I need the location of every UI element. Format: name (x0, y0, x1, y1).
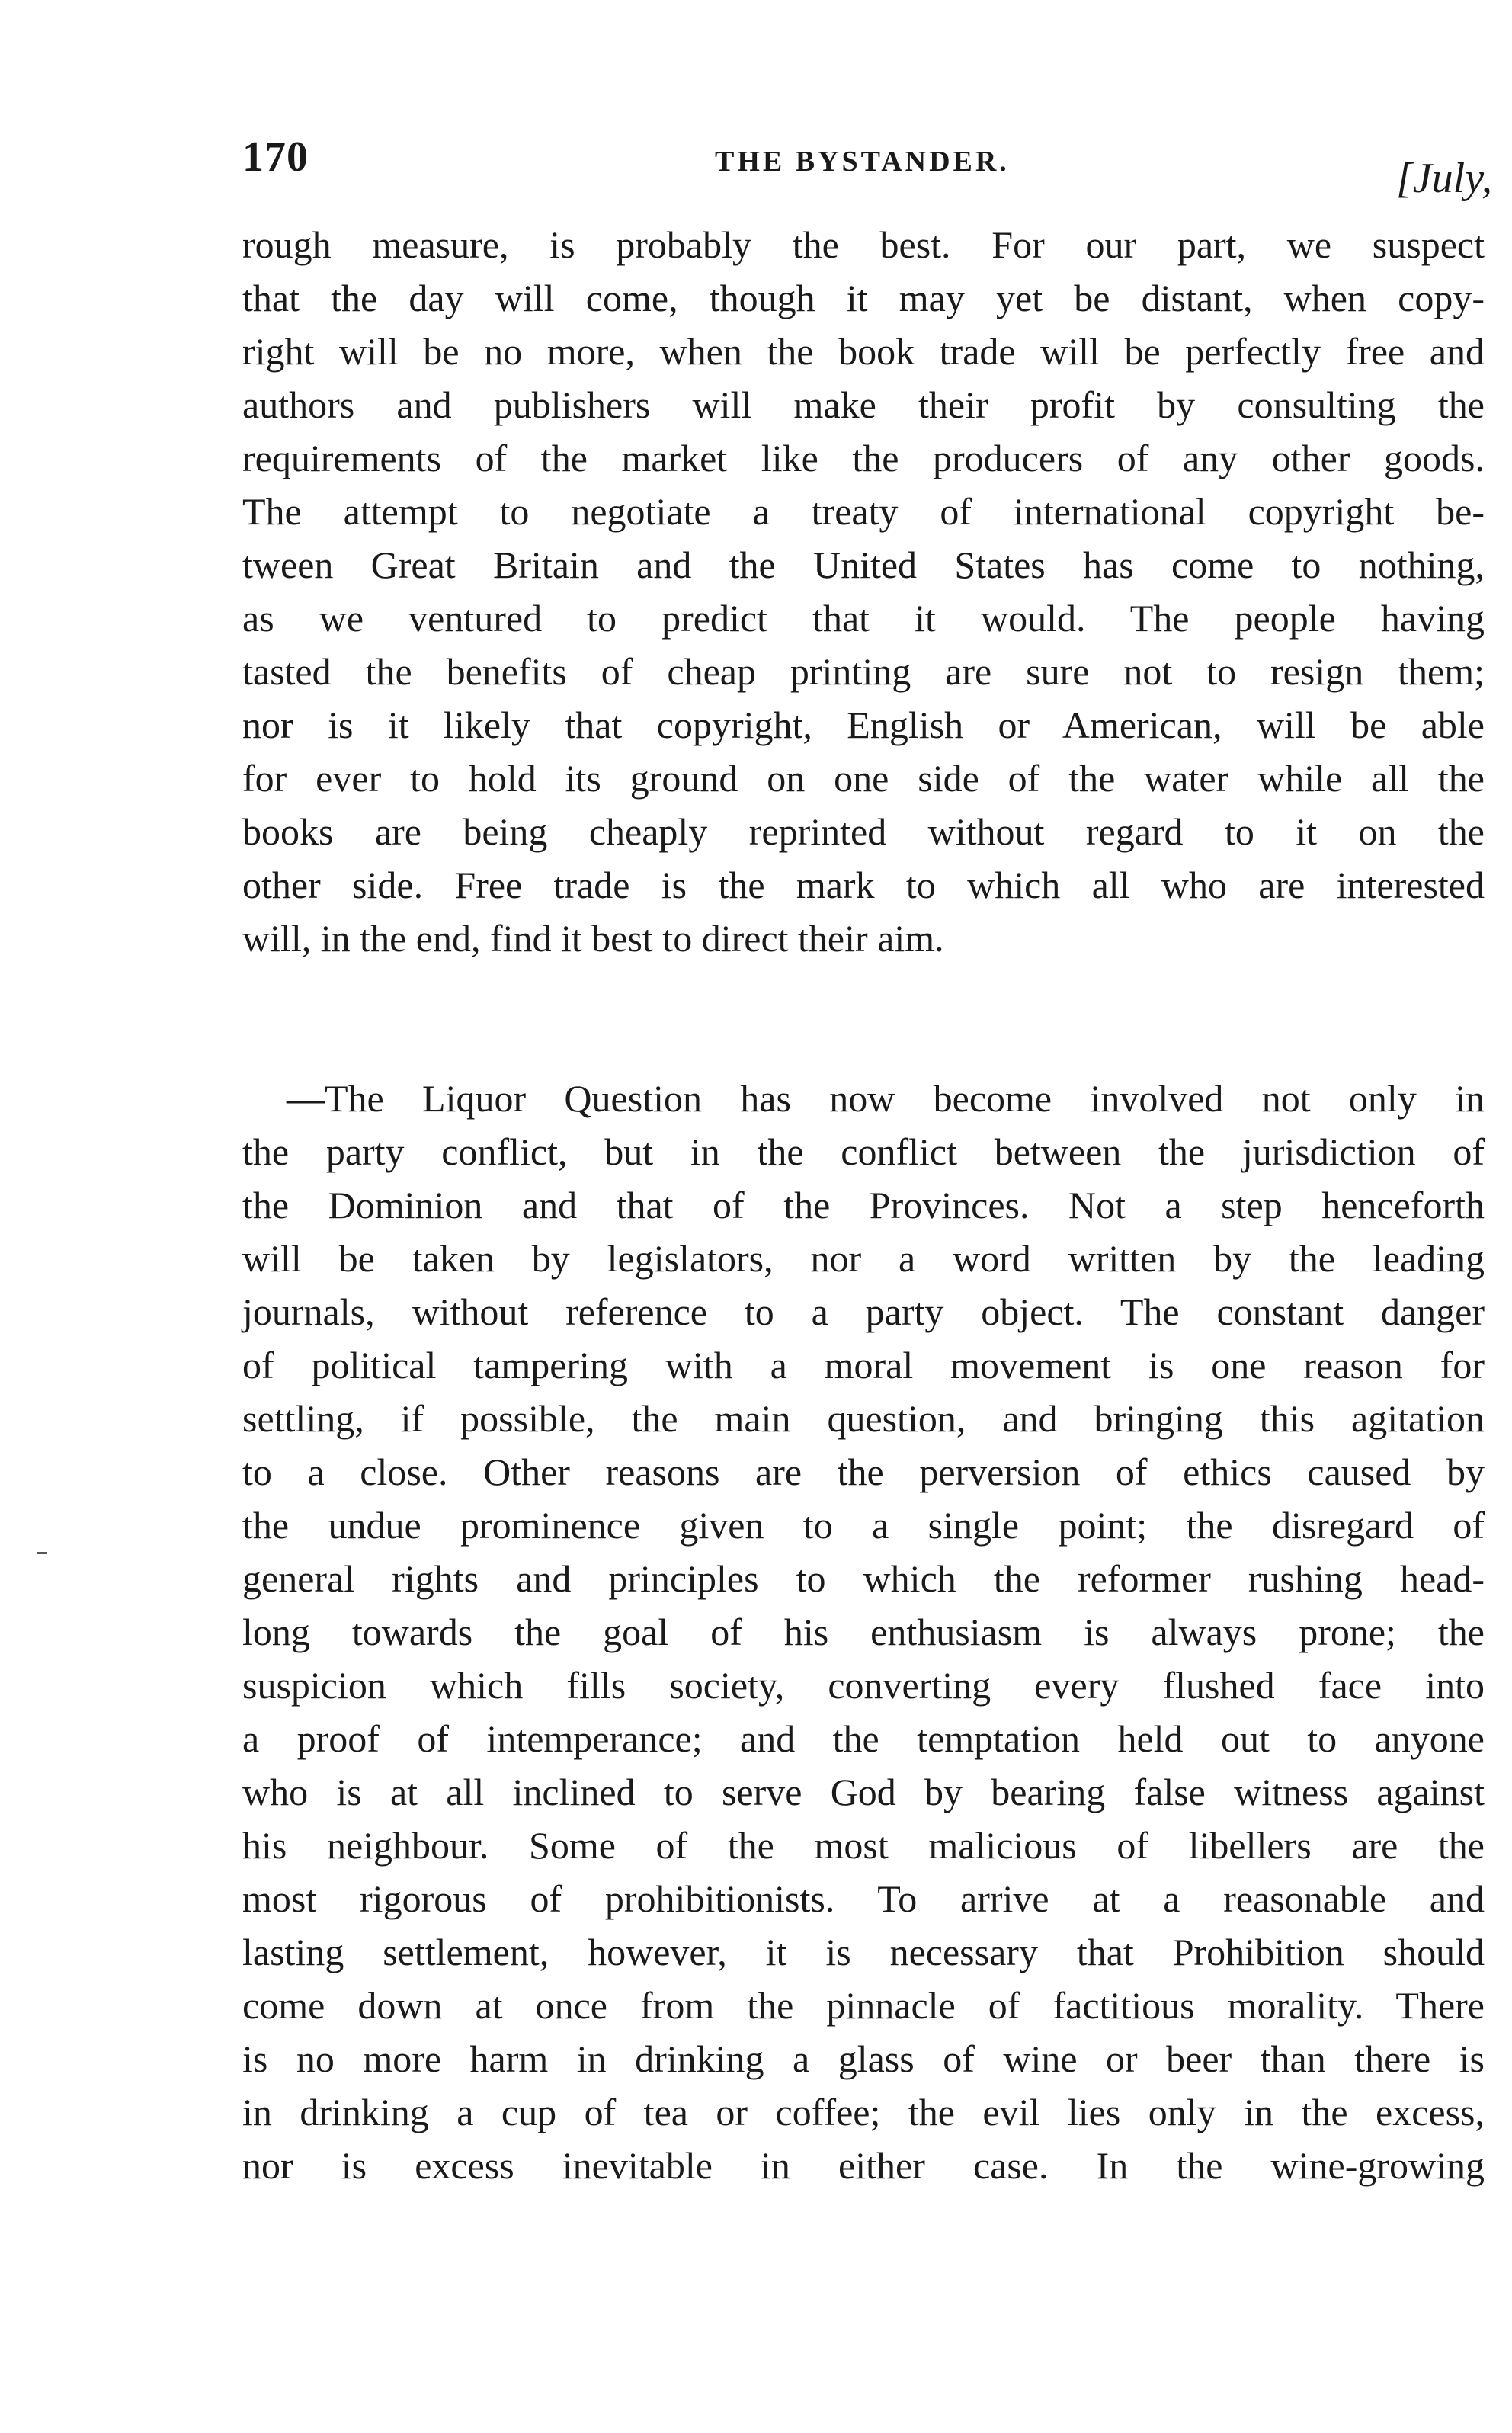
text-line: tween Great Britain and the United States has come to nothing, (242, 543, 1485, 586)
text-line: right will be no more, when the book trade will be perfectly free and (242, 330, 1485, 373)
text-line: the undue prominence given to a single point; the disregard of (242, 1504, 1485, 1547)
text-line: the Dominion and that of the Provinces. Not a step henceforth (242, 1184, 1485, 1226)
paragraph-copyright (242, 218, 1485, 965)
text-line: books are being cheaply reprinted without regard to it on the (242, 810, 1485, 853)
text-line: long towards the goal of his enthusiasm is always prone; the (242, 1611, 1485, 1653)
text-line: will, in the end, find it best to direct their aim. (242, 917, 944, 960)
text-line: for ever to hold its ground on one side of the water while all the (242, 757, 1485, 800)
text-line: general rights and principles to which the reformer rushing head- (242, 1557, 1485, 1600)
paragraph-liquor-question (242, 1072, 1485, 2192)
body-text (242, 218, 1485, 2192)
text-line: The attempt to negotiate a treaty of international copyright be- (242, 490, 1485, 533)
text-line: most rigorous of prohibitionists. To arrive at a reasonable and (242, 1877, 1485, 1920)
text-line: the party conflict, but in the conflict between the jurisdiction of (242, 1130, 1485, 1173)
text-line: tasted the benefits of cheap printing are sure not to resign them; (242, 650, 1485, 693)
text-line: as we ventured to predict that it would. The people having (242, 597, 1485, 640)
text-line: rough measure, is probably the best. For our part, we suspect (242, 223, 1485, 266)
text-line: nor is it likely that copyright, English or American, will be able (242, 704, 1485, 746)
paragraph-gap (242, 965, 1485, 1072)
text-line: nor is excess inevitable in either case. In the wine-growing (242, 2144, 1485, 2187)
text-line: suspicion which fills society, converting every flushed face into (242, 1664, 1485, 1707)
text-line: that the day will come, though it may yet be distant, when copy- (242, 277, 1485, 319)
text-line: who is at all inclined to serve God by bearing false witness against (242, 1771, 1485, 1813)
text-line: other side. Free trade is the mark to which all who are interested (242, 864, 1485, 906)
text-line: will be taken by legislators, nor a word written by the leading (242, 1237, 1485, 1280)
text-line: a proof of intemperance; and the temptation held out to anyone (242, 1717, 1485, 1760)
text-line: of political tampering with a moral movement is one reason for (242, 1344, 1485, 1386)
text-line: is no more harm in drinking a glass of wine or beer than there is (242, 2037, 1485, 2080)
page-number: 170 (242, 133, 309, 181)
margin-mark (37, 1552, 47, 1554)
text-line: settling, if possible, the main question, and bringing this agitation (242, 1397, 1485, 1440)
text-line: in drinking a cup of tea or coffee; the evil lies only in the excess, (242, 2091, 1485, 2133)
text-line: —The Liquor Question has now become involved not only in (287, 1077, 1485, 1120)
running-title: THE BYSTANDER. (715, 146, 1010, 178)
page-header (242, 128, 1492, 212)
text-line: come down at once from the pinnacle of factitious morality. There (242, 1984, 1485, 2027)
text-line: authors and publishers will make their profit by consulting the (242, 383, 1485, 426)
text-line: his neighbour. Some of the most malicious of libellers are the (242, 1824, 1485, 1867)
text-line: requirements of the market like the producers of any other goods. (242, 437, 1485, 479)
running-date: [July, (1396, 155, 1492, 202)
text-line: journals, without reference to a party object. The constant danger (242, 1290, 1485, 1333)
text-line: to a close. Other reasons are the perversion of ethics caused by (242, 1451, 1485, 1493)
text-line: lasting settlement, however, it is necessary that Prohibition should (242, 1931, 1485, 1973)
